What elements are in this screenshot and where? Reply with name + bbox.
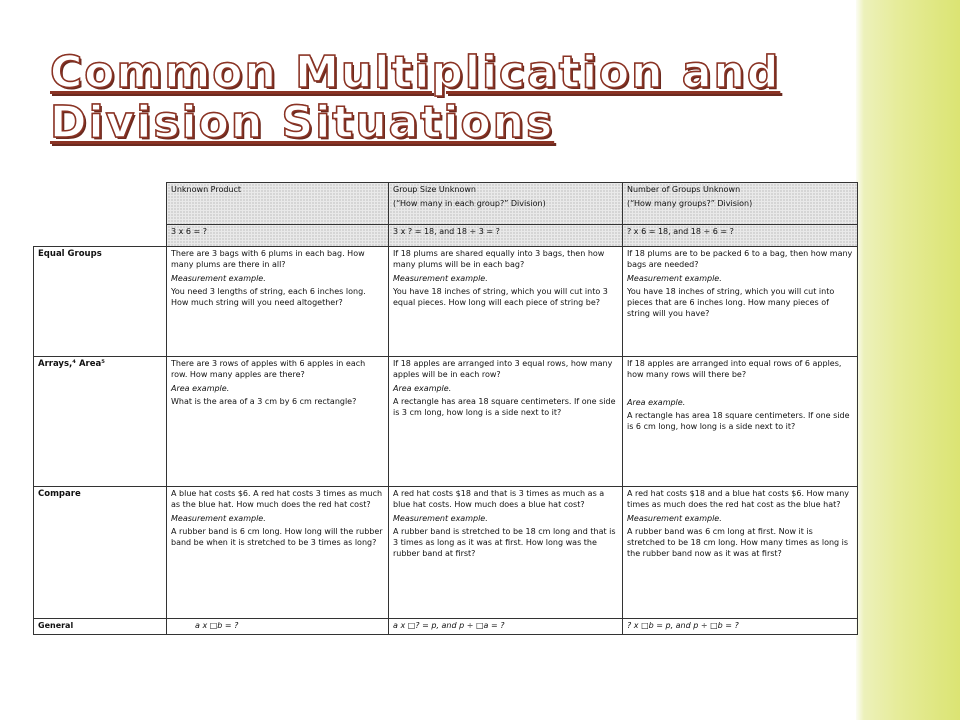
situation-cell: If 18 apples are arranged into 3 equal rows, how many apples will be in each row? Area example. A rectangle has area 18 square centimeters. If one side is 3 cm long, how long is a side next to it? [389,357,623,487]
situation-cell: A red hat costs $18 and a blue hat costs $6. How many times as much does the red hat cost as the blue hat? Measurement example. A rubber band was 6 cm long at first. Now it is stretched to be 18 cm long. How many times as long is the rubber band now as it was at first? [623,487,858,619]
equation-cell: 3 x ? = 18, and 18 ÷ 3 = ? [389,225,623,247]
equation-row [34,225,858,247]
row-label: Compare [34,487,167,619]
general-cell: a x □? = p, and p ÷ □a = ? [389,619,623,635]
row-equal-groups [34,247,858,357]
situations-table [33,182,858,635]
row-label: Arrays,⁴ Area⁵ [34,357,167,487]
situation-cell: There are 3 rows of apples with 6 apples in each row. How many apples are there? Area example. What is the area of a 3 cm by 6 cm rectangle? [167,357,389,487]
equation-cell: ? x 6 = 18, and 18 ÷ 6 = ? [623,225,858,247]
decorative-sidebar [856,0,960,720]
situation-cell: A red hat costs $18 and that is 3 times as much as a blue hat costs. How much does a blue hat cost? Measurement example. A rubber band is stretched to be 18 cm long and that is 3 times as long as it was at first. How long was the rubber band at first? [389,487,623,619]
row-general [34,619,858,635]
equation-cell: 3 x 6 = ? [167,225,389,247]
corner-cell [34,225,167,247]
situation-cell: There are 3 bags with 6 plums in each bag. How many plums are there in all? Measurement example. You need 3 lengths of string, each 6 inches long. How much string will you need altogether? [167,247,389,357]
row-label: General [34,619,167,635]
situation-cell: If 18 apples are arranged into equal rows of 6 apples, how many rows will there be? Area example. A rectangle has area 18 square centimeters. If one side is 6 cm long, how long is a side next to it? [623,357,858,487]
row-compare [34,487,858,619]
general-cell: ? x □b = p, and p ÷ □b = ? [623,619,858,635]
situation-cell: If 18 plums are to be packed 6 to a bag, then how many bags are needed? Measurement example. You have 18 inches of string, which you will cut into pieces that are 6 inches long. How many pieces of string will you have? [623,247,858,357]
corner-cell [34,183,167,225]
situation-cell: If 18 plums are shared equally into 3 bags, then how many plums will be in each bag? Measurement example. You have 18 inches of string, which you will cut into 3 equal pieces. How long will each piece of string be? [389,247,623,357]
header-unknown-product: Unknown Product [167,183,389,225]
general-cell: a x □b = ? [167,619,389,635]
header-group-size-unknown: Group Size Unknown (“How many in each group?” Division) [389,183,623,225]
situation-cell: A blue hat costs $6. A red hat costs 3 times as much as the blue hat. How much does the red hat cost? Measurement example. A rubber band is 6 cm long. How long will the rubber band be when it is stretched to be 3 times as long? [167,487,389,619]
slide-title: Common Multiplication and Division Situations [50,47,781,148]
row-label: Equal Groups [34,247,167,357]
header-number-of-groups-unknown: Number of Groups Unknown (“How many groups?” Division) [623,183,858,225]
row-arrays-area [34,357,858,487]
header-row [34,183,858,225]
